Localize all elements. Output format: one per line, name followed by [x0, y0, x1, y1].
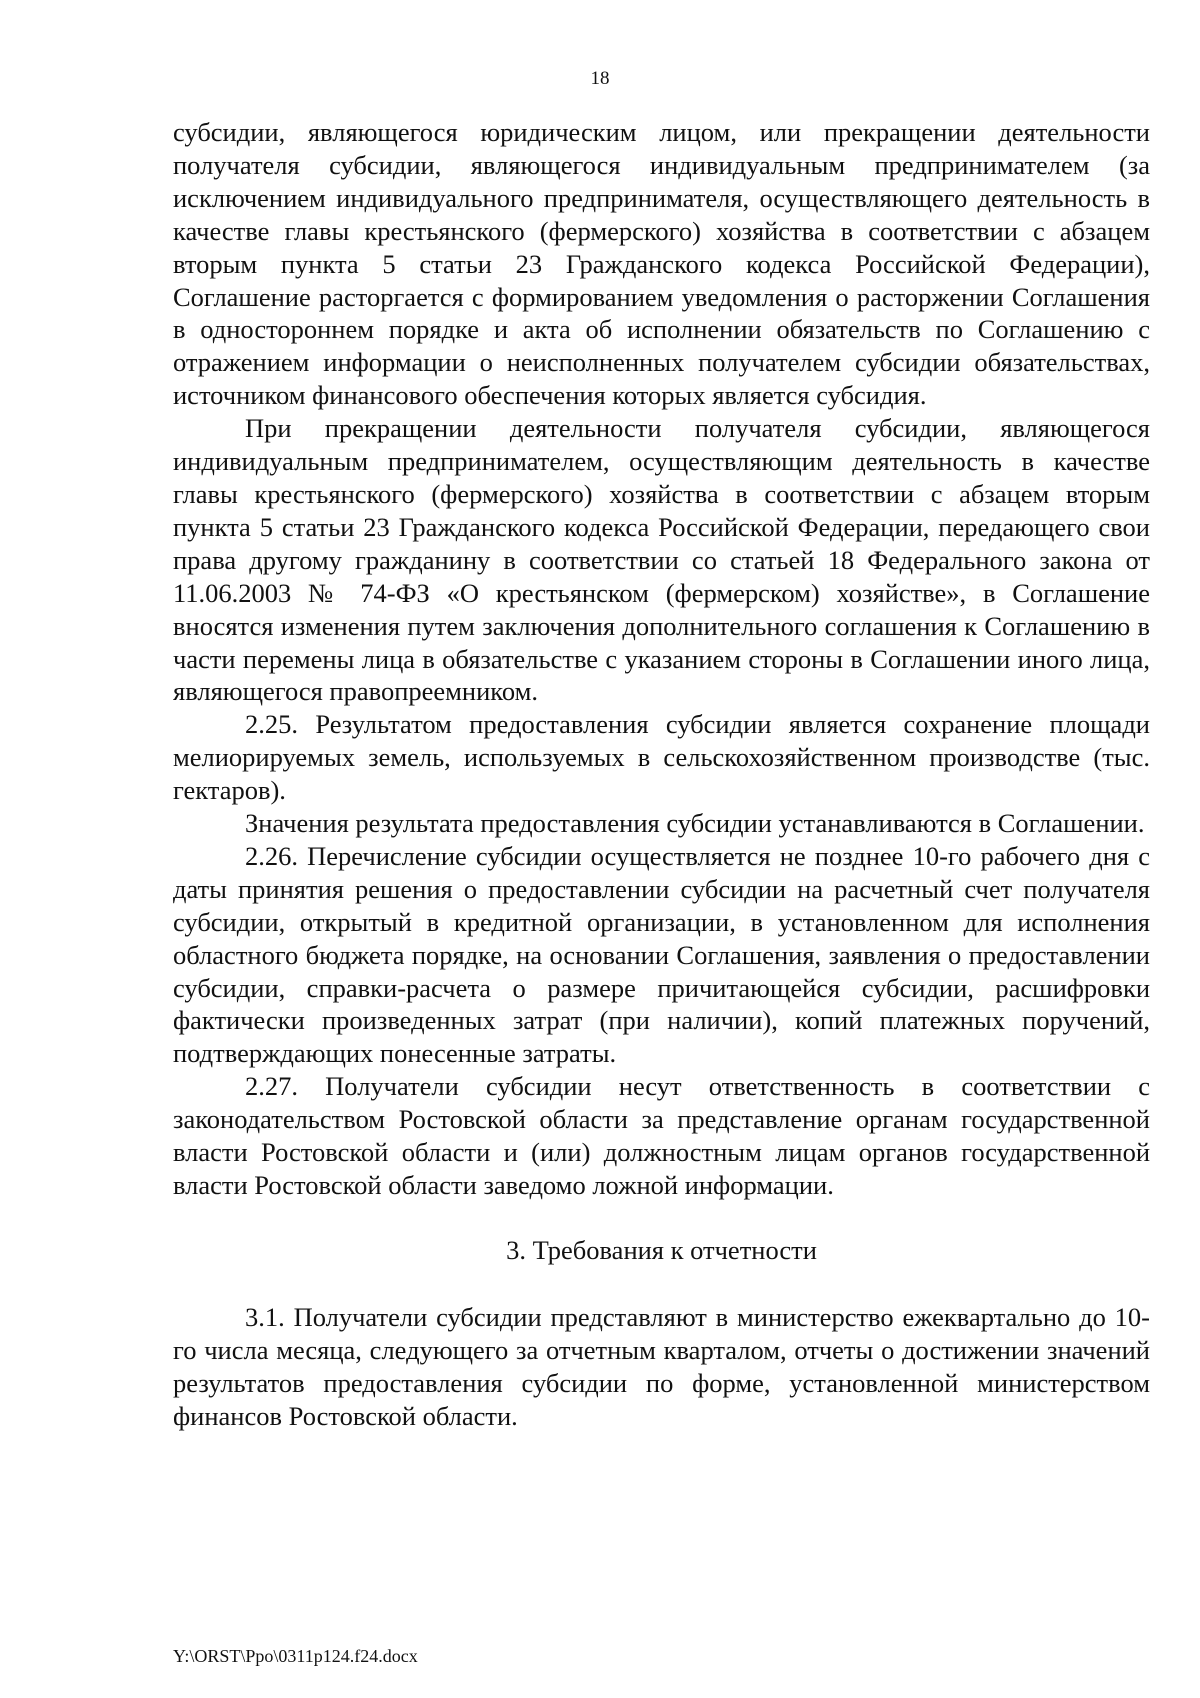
document-body	[173, 116, 1150, 1432]
paragraph-2-26: 2.26. Перечисление субсидии осуществляется не позднее 10-го рабочего дня с даты принятия решения о предоставлении субсидии на расчетный счет получателя субсидии, открытый в кредитной организации, в установленном для исполнения областного бюджета порядке, на основании Соглашения, заявления о предоставлении субсидии, справки-расчета о размере причитающейся субсидии, расшифровки фактически произведенных затрат (при наличии), копий платежных поручений, подтверждающих понесенные затраты.	[173, 840, 1150, 1069]
paragraph-continuation: субсидии, являющегося юридическим лицом, или прекращении деятельности получателя субсидии, являющегося индивидуальным предпринимателем (за исключением индивидуального предпринимателя, осуществляющего деятельность в качестве главы крестьянского (фермерского) хозяйства в соответствии с абзацем вторым пункта 5 статьи 23 Гражданского кодекса Российской Федерации), Соглашение расторгается с формированием уведомления о расторжении Соглашения в одностороннем порядке и акта об исполнении обязательств по Соглашению с отражением информации о неисполненных получателем субсидии обязательствах, источником финансового обеспечения которых является субсидия.	[173, 117, 1150, 411]
paragraph-2-27: 2.27. Получатели субсидии несут ответственность в соответствии с законодательством Ростовской области за представление органам государственной власти Ростовской области и (или) должностным лицам органов государственной власти Ростовской области заведомо ложной информации.	[173, 1071, 1150, 1200]
paragraph-termination: При прекращении деятельности получателя субсидии, являющегося индивидуальным предпринимателем, осуществляющим деятельность в качестве главы крестьянского (фермерского) хозяйства в соответствии с абзацем вторым пункта 5 статьи 23 Гражданского кодекса Российской Федерации, передающего свои права другому гражданину в соответствии со статьей 18 Федерального закона от 11.06.2003 № 74-ФЗ «О крестьянском (фермерском) хозяйстве», в Соглашение вносятся изменения путем заключения дополнительного соглашения к Соглашению в части перемены лица в обязательстве с указанием стороны в Соглашении иного лица, являющегося правопреемником.	[173, 413, 1150, 707]
paragraph-result-values: Значения результата предоставления субсидии устанавливаются в Соглашении.	[245, 808, 1145, 839]
page-number: 18	[590, 68, 610, 89]
section-heading: 3. Требования к отчетности	[506, 1234, 817, 1265]
footer-file-path: Y:\ORST\Ppo\0311p124.f24.docx	[173, 1646, 418, 1666]
paragraph-2-25: 2.25. Результатом предоставления субсидии является сохранение площади мелиорируемых земель, используемых в сельскохозяйственном производстве (тыс. гектаров).	[173, 709, 1150, 806]
paragraph-3-1: 3.1. Получатели субсидии представляют в министерство ежеквартально до 10-го числа месяца, следующего за отчетным кварталом, отчеты о достижении значений результатов предоставления субсидии по форме, установленной министерством финансов Ростовской области.	[173, 1301, 1150, 1431]
